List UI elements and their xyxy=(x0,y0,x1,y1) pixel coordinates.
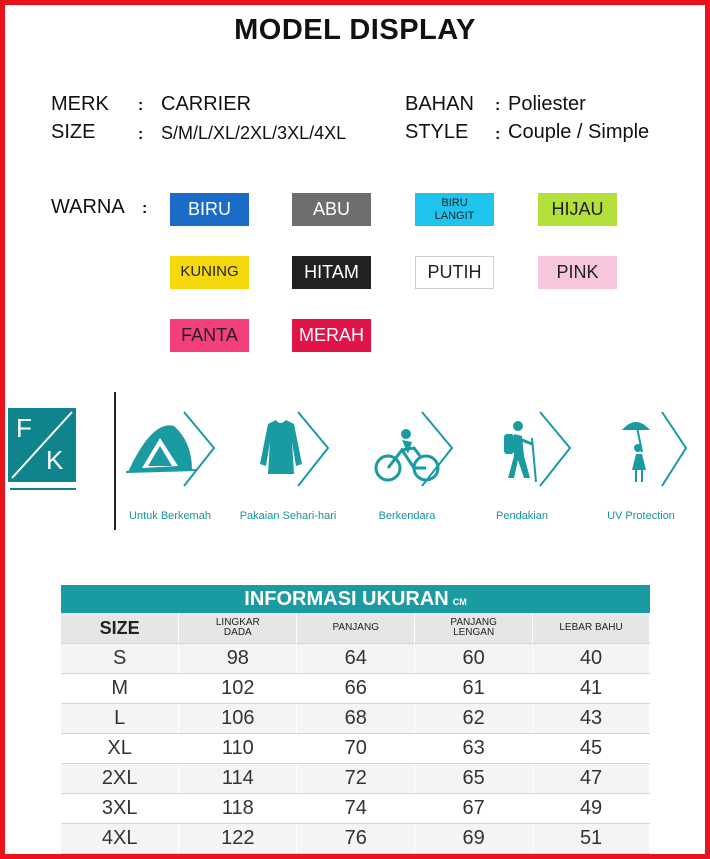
cell-panjang: 76 xyxy=(297,823,415,853)
cell-panjang-lengan: 61 xyxy=(415,673,533,703)
swatch-hijau[interactable]: HIJAU xyxy=(538,193,617,226)
style-value: Couple / Simple xyxy=(508,121,650,143)
cell-lebar-bahu: 41 xyxy=(533,673,650,703)
swatch-hitam[interactable]: HITAM xyxy=(292,256,371,289)
fk-logo xyxy=(8,408,76,482)
swatch-abu[interactable]: ABU xyxy=(292,193,371,226)
logo-underline xyxy=(10,488,76,490)
logo-letter-f: F xyxy=(16,413,32,443)
size-table-unit: CM xyxy=(452,597,467,607)
table-row xyxy=(61,643,650,673)
activity-camping-label: Untuk Berkemah xyxy=(129,510,211,522)
header-size: SIZE xyxy=(61,613,179,643)
warna-label: WARNA xyxy=(51,196,125,218)
cell-size: 2XL xyxy=(61,763,179,793)
activity-riding xyxy=(368,408,468,498)
cell-panjang-lengan: 67 xyxy=(415,793,533,823)
cell-size: 3XL xyxy=(61,793,179,823)
cell-panjang-lengan: 63 xyxy=(415,733,533,763)
swatch-biru-langit[interactable]: BIRU LANGIT xyxy=(415,193,494,226)
header-panjang-lengan: PANJANG LENGAN xyxy=(415,613,533,643)
cell-lebar-bahu: 49 xyxy=(533,793,650,823)
table-row xyxy=(61,823,650,853)
long-sleeve-shirt-icon xyxy=(260,420,302,474)
merk-colon: : xyxy=(138,97,144,114)
cell-lingkar-dada: 106 xyxy=(179,703,297,733)
cell-panjang-lengan: 65 xyxy=(415,763,533,793)
cell-lebar-bahu: 43 xyxy=(533,703,650,733)
table-header-row xyxy=(61,613,650,643)
activity-camping xyxy=(122,408,222,498)
umbrella-woman-icon xyxy=(622,422,650,482)
cell-panjang-lengan: 69 xyxy=(415,823,533,853)
swatch-biru[interactable]: BIRU xyxy=(170,193,249,226)
size-label: SIZE xyxy=(51,121,96,143)
page-title: MODEL DISPLAY xyxy=(234,14,476,46)
merk-label: MERK xyxy=(51,93,109,115)
table-row xyxy=(61,703,650,733)
table-row xyxy=(61,763,650,793)
header-lebar-bahu: LEBAR BAHU xyxy=(533,613,650,643)
cell-lebar-bahu: 45 xyxy=(533,733,650,763)
cell-lingkar-dada: 114 xyxy=(179,763,297,793)
cell-panjang: 66 xyxy=(297,673,415,703)
activity-hiking xyxy=(490,408,590,498)
size-table xyxy=(61,613,650,854)
cell-panjang-lengan: 62 xyxy=(415,703,533,733)
size-table-title xyxy=(61,585,650,613)
activity-uv-protection xyxy=(600,408,700,498)
swatch-putih[interactable]: PUTIH xyxy=(415,256,494,289)
cell-size: M xyxy=(61,673,179,703)
merk-value: CARRIER xyxy=(161,93,252,115)
size-value: S/M/L/XL/2XL/3XL/4XL xyxy=(161,123,347,143)
table-row xyxy=(61,793,650,823)
activity-uv-protection-label: UV Protection xyxy=(607,510,675,522)
table-row xyxy=(61,733,650,763)
cell-panjang: 64 xyxy=(297,643,415,673)
cell-size: XL xyxy=(61,733,179,763)
cell-panjang: 74 xyxy=(297,793,415,823)
cell-lebar-bahu: 40 xyxy=(533,643,650,673)
activity-hiking-label: Pendakian xyxy=(496,510,548,522)
cell-panjang: 70 xyxy=(297,733,415,763)
cell-lingkar-dada: 118 xyxy=(179,793,297,823)
hiker-icon xyxy=(504,421,536,482)
cell-size: L xyxy=(61,703,179,733)
swatch-merah[interactable]: MERAH xyxy=(292,319,371,352)
cell-lingkar-dada: 110 xyxy=(179,733,297,763)
style-colon: : xyxy=(495,126,501,143)
size-colon: : xyxy=(138,126,144,143)
header-lingkar-dada: LINGKAR DADA xyxy=(179,613,297,643)
logo-letter-k: K xyxy=(46,445,64,475)
cyclist-icon xyxy=(376,429,438,480)
cell-panjang: 68 xyxy=(297,703,415,733)
cell-lebar-bahu: 47 xyxy=(533,763,650,793)
table-row xyxy=(61,673,650,703)
tent-icon xyxy=(126,425,196,472)
cell-lingkar-dada: 102 xyxy=(179,673,297,703)
bahan-label: BAHAN xyxy=(405,93,474,115)
vertical-divider xyxy=(114,392,116,530)
cell-lingkar-dada: 98 xyxy=(179,643,297,673)
swatch-pink[interactable]: PINK xyxy=(538,256,617,289)
cell-size: 4XL xyxy=(61,823,179,853)
cell-size: S xyxy=(61,643,179,673)
swatch-fanta[interactable]: FANTA xyxy=(170,319,249,352)
cell-panjang: 72 xyxy=(297,763,415,793)
size-table-title-text: INFORMASI UKURAN xyxy=(244,588,449,610)
cell-lingkar-dada: 122 xyxy=(179,823,297,853)
header-panjang: PANJANG xyxy=(297,613,415,643)
activity-daily-wear xyxy=(240,408,340,498)
bahan-value: Poliester xyxy=(508,93,586,115)
style-label: STYLE xyxy=(405,121,469,143)
bahan-colon: : xyxy=(495,97,501,114)
activity-riding-label: Berkendara xyxy=(378,510,436,522)
activity-daily-wear-label: Pakaian Sehari-hari xyxy=(239,510,337,522)
warna-colon: : xyxy=(142,200,148,217)
cell-panjang-lengan: 60 xyxy=(415,643,533,673)
swatch-kuning[interactable]: KUNING xyxy=(170,256,249,289)
cell-lebar-bahu: 51 xyxy=(533,823,650,853)
